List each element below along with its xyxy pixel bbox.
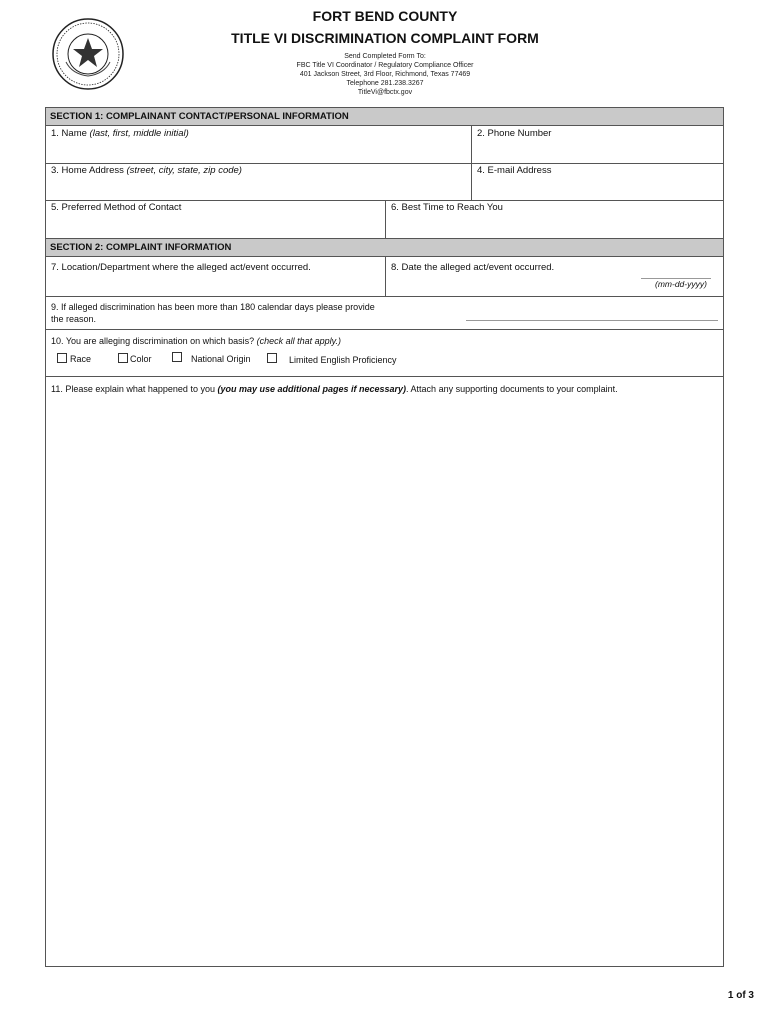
contact-method-field[interactable] [51,202,181,214]
county-title: FORT BEND COUNTY [312,8,458,24]
section2-header: SECTION 2: COMPLAINT INFORMATION [46,239,723,257]
name-field[interactable] [51,128,189,140]
address-hint: (street, city, state, zip code) [126,165,242,176]
date-field[interactable] [391,262,554,274]
email-field[interactable] [477,165,551,177]
date-format-hint: (mm-dd-yyyy) [655,279,707,289]
q11-answer-area[interactable] [46,396,723,966]
q11-bold-note: (you may use additional pages if necessary) [217,384,407,394]
race-label: Race [70,354,92,364]
national-origin-label: National Origin [191,354,251,364]
contact-method-label: 5. Preferred Method of Contact [51,202,182,213]
q9-answer-line[interactable] [466,320,718,321]
telephone-text: Telephone 281.238.3267 [346,80,424,87]
location-field[interactable] [51,262,311,274]
address-field[interactable] [51,165,242,177]
phone-label: 2. Phone Number [477,128,552,139]
date-label: 8. Date the alleged act/event occurred. [391,262,555,273]
best-time-label: 6. Best Time to Reach You [391,202,503,213]
complaint-form [45,107,724,967]
officer-text: FBC Title VI Coordinator / Regulatory Compliance Officer [296,62,474,69]
q9-text-line1: 9. If alleged discrimination has been more than 180 calendar days please provide [51,302,375,312]
q11-rest: . Attach any supporting documents to your complaint. [406,384,618,394]
form-title: TITLE VI DISCRIMINATION COMPLAINT FORM [231,30,539,46]
location-label: 7. Location/Department where the alleged act/event occurred. [51,262,311,273]
q10-hint: (check all that apply.) [256,336,342,346]
name-label: 1. Name [51,128,90,139]
section1-header: SECTION 1: COMPLAINANT CONTACT/PERSONAL INFORMATION [46,108,723,126]
address-text: 401 Jackson Street, 3rd Floor, Richmond, Texas 77469 [299,71,471,78]
phone-field[interactable] [477,128,551,140]
q11-label: 11. Please explain what happened to you [51,384,218,394]
color-label: Color [130,354,152,364]
q10-question [51,335,341,347]
name-hint: (last, first, middle initial) [89,128,189,139]
q10-label: 10. You are alleging discrimination on which basis? [51,336,257,346]
address-label: 3. Home Address [51,165,127,176]
national-origin-checkbox[interactable] [172,352,182,362]
best-time-field[interactable] [391,202,503,214]
page-number: 1 of 3 [727,990,754,1001]
q11-question [51,383,721,395]
color-checkbox[interactable] [118,353,128,363]
email-label: 4. E-mail Address [477,165,552,176]
lep-checkbox[interactable] [267,353,277,363]
email-text: TitleVi@fbctx.gov [357,89,413,96]
send-to-text: Send Completed Form To: [344,53,426,60]
race-checkbox[interactable] [57,353,67,363]
lep-label: Limited English Proficiency [289,355,397,365]
q9-text-line2: the reason. [51,314,97,324]
